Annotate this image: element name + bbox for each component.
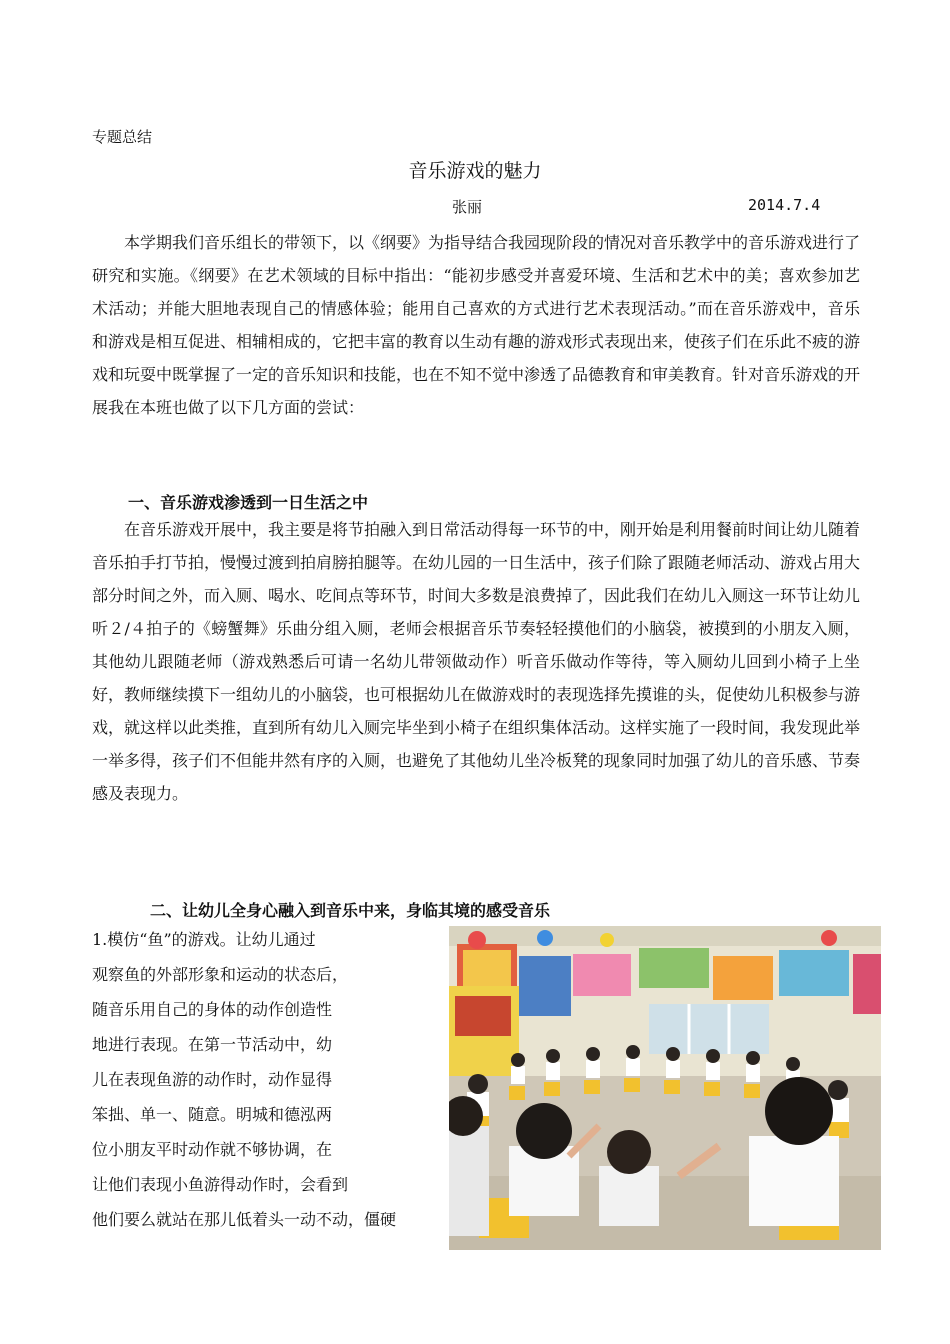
text-line: 儿在表现鱼游的动作时，动作显得 bbox=[92, 1070, 333, 1089]
text-line: 位小朋友平时动作就不够协调，在 bbox=[92, 1140, 333, 1159]
paragraph-intro: 本学期我们音乐组长的带领下，以《纲要》为指导结合我园现阶段的情况对音乐教学中的音乐游戏进行了研究和实施。《纲要》在艺术领域的目标中指出：“能初步感受并喜爱环境、生活和艺术中的美；喜欢参加艺术活动；并能大胆地表现自己的情感体验；能用自己喜欢的方式进行艺术表现活动。”而在音乐游戏中，音乐和游戏是相互促进、相辅相成的，它把丰富的教育以生动有趣的游戏形式表现出来，使孩子们在乐此不疲的游戏和玩耍中既掌握了一定的音乐知识和技能，也在不知不觉中渗透了品德教育和审美教育。针对音乐游戏的开展我在本班也做了以下几方面的尝试： bbox=[92, 233, 861, 417]
section-heading-1: 一、音乐游戏渗透到一日生活之中 bbox=[128, 493, 369, 512]
text-line: 笨拙、单一、随意。明城和德泓两 bbox=[92, 1105, 333, 1124]
paragraph-section-2 bbox=[92, 922, 442, 1237]
author-name: 张丽 bbox=[452, 198, 483, 216]
document-title: 音乐游戏的魅力 bbox=[408, 160, 542, 182]
section-heading-2: 二、让幼儿全身心融入到音乐中来，身临其境的感受音乐 bbox=[150, 901, 551, 920]
paragraph-section-1: 在音乐游戏开展中，我主要是将节拍融入到日常活动得每一环节的中，刚开始是利用餐前时间让幼儿随着音乐拍手打节拍，慢慢过渡到拍肩膀拍腿等。在幼儿园的一日生活中，孩子们除了跟随老师活动、游戏占用大部分时间之外，而入厕、喝水、吃间点等环节，时间大多数是浪费掉了，因此我们在幼儿入厕这一环节让幼儿听２/４拍子的《螃蟹舞》乐曲分组入厕，老师会根据音乐节奏轻轻摸他们的小脑袋，被摸到的小朋友入厕，其他幼儿跟随老师（游戏熟悉后可请一名幼儿带领做动作）听音乐做动作等待，等入厕幼儿回到小椅子上坐好，教师继续摸下一组幼儿的小脑袋，也可根据幼儿在做游戏时的表现选择先摸谁的头，促使幼儿积极参与游戏，就这样以此类推，直到所有幼儿入厕完毕坐到小椅子在组织集体活动。这样实施了一段时间，我发现此举一举多得，孩子们不但能井然有序的入厕，也避免了其他幼儿坐冷板凳的现象同时加强了幼儿的音乐感、节奏感及表现力。 bbox=[92, 520, 861, 803]
text-line: 地进行表现。在第一节活动中，幼 bbox=[92, 1035, 333, 1054]
text-line: 1.模仿“鱼”的游戏。让幼儿通过 bbox=[92, 930, 316, 949]
document-date: 2014.7.4 bbox=[748, 196, 821, 214]
document-label: 专题总结 bbox=[92, 128, 153, 146]
text-line: 让他们表现小鱼游得动作时，会看到 bbox=[92, 1175, 349, 1194]
classroom-photo bbox=[449, 926, 881, 1250]
text-line: 他们要么就站在那儿低着头一动不动，僵硬 bbox=[92, 1210, 397, 1229]
text-line: 随音乐用自己的身体的动作创造性 bbox=[92, 1000, 333, 1019]
text-line: 观察鱼的外部形象和运动的状态后， bbox=[92, 965, 349, 984]
